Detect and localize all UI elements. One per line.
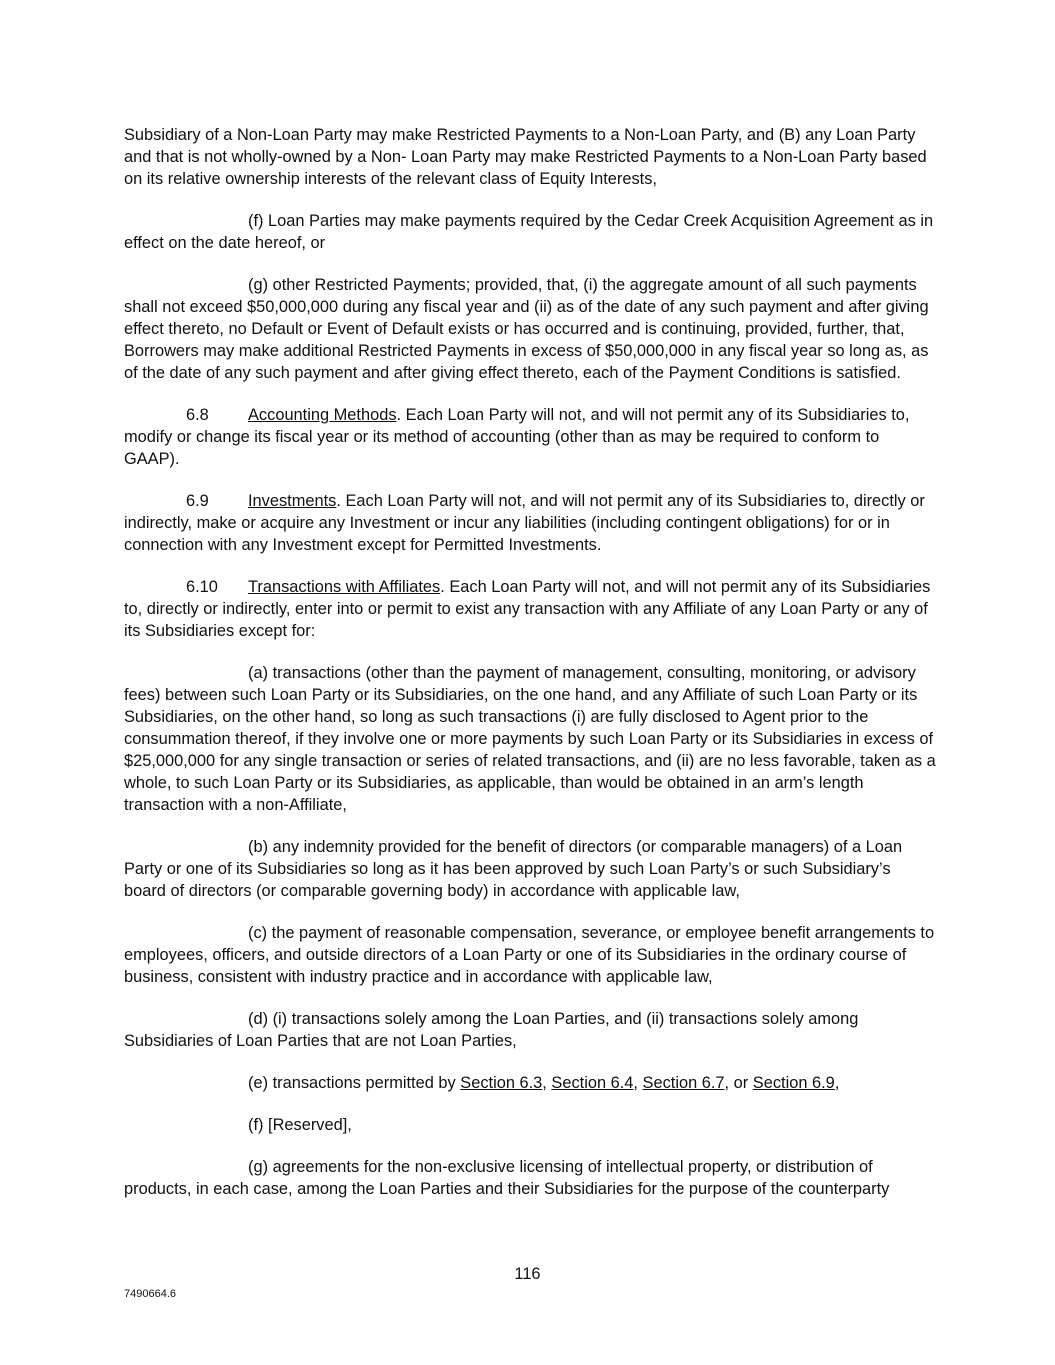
section-title: Accounting Methods [248, 406, 397, 424]
clause-f-payments: (f) Loan Parties may make payments required by the Cedar Creek Acquisition Agreement as in effect on the date hereof, or [124, 212, 934, 252]
section-number: 6.9 [186, 492, 209, 510]
section-number: 6.10 [186, 578, 218, 596]
section-text: . Each Loan Party will not, and will not permit any of its Subsidiaries to, directly or indirectly, enter into or permit to exist any transaction with any Affiliate of any Loan Party or any of its Subsidiaries except for: [124, 578, 931, 640]
clause-a: (a) transactions (other than the payment of management, consulting, monitoring, or advisory fees) between such Loan Party or its Subsidiaries, on the one hand, and any Affiliate of such Loan Party or its Subsidiaries, on the other hand, so long as such transactions (i) are fully disclosed to Agent prior to the consummation thereof, if they involve one or more payments by such Loan Party or its Subsidiaries in excess of $25,000,000 for any single transaction or series of related transactions, and (ii) are no less favorable, taken as a whole, to such Loan Party or its Subsidiaries, as applicable, than would be obtained in an arm’s length transaction with a non-Affiliate, [124, 664, 936, 814]
section-6-9 [124, 490, 936, 556]
page-number: 116 [514, 1265, 541, 1283]
section-6-8 [124, 404, 936, 470]
section-number: 6.8 [186, 406, 209, 424]
clause-f-reserved: (f) [Reserved], [248, 1116, 352, 1134]
section-6-10 [124, 576, 936, 642]
section-ref-link[interactable]: Section 6.4 [551, 1074, 634, 1092]
separator: , or [724, 1074, 753, 1092]
clause-b: (b) any indemnity provided for the benefit of directors (or comparable managers) of a Loan Party or one of its Subsidiaries so long as it has been approved by such Loan Party’s or such Subsidiary’s board of directors (or comparable governing body) in accordance with applicable law, [124, 838, 903, 900]
section-ref-link[interactable]: Section 6.3 [460, 1074, 543, 1092]
clause-g-restricted-payments: (g) other Restricted Payments; provided, that, (i) the aggregate amount of all such payments shall not exceed $50,000,000 during any fiscal year and (ii) as of the date of any such payment and after giving effect thereto, no Default or Event of Default exists or has occurred and is continuing, provided, further, that, Borrowers may make additional Restricted Payments in excess of $50,000,000 in any fiscal year so long as, as of the date of any such payment and after giving effect thereto, each of the Payment Conditions is satisfied. [124, 276, 929, 382]
clause-e [124, 1072, 936, 1094]
clause-c: (c) the payment of reasonable compensation, severance, or employee benefit arrangements to employees, officers, and outside directors of a Loan Party or one of its Subsidiaries in the ordinary course of business, consistent with industry practice and in accordance with applicable law, [124, 924, 935, 986]
paragraph-continuation: Subsidiary of a Non-Loan Party may make Restricted Payments to a Non-Loan Party, and (B) any Loan Party and that is not wholly-owned by a Non- Loan Party may make Restricted Payments to a Non-Loan Party based on its relative ownership interests of the relevant class of Equity Interests, [124, 126, 927, 188]
separator: , [633, 1074, 643, 1092]
section-ref-link[interactable]: Section 6.7 [642, 1074, 725, 1092]
section-text: . Each Loan Party will not, and will not permit any of its Subsidiaries to, modify or change its fiscal year or its method of accounting (other than as may be required to conform to GAAP). [124, 406, 910, 468]
document-id: 7490664.6 [124, 1288, 176, 1300]
separator: , [542, 1074, 552, 1092]
section-text: . Each Loan Party will not, and will not permit any of its Subsidiaries to, directly or indirectly, make or acquire any Investment or incur any liabilities (including contingent obligations) for or in connection with any Investment except for Permitted Investments. [124, 492, 925, 554]
clause-d: (d) (i) transactions solely among the Loan Parties, and (ii) transactions solely among Subsidiaries of Loan Parties that are not Loan Parties, [124, 1010, 859, 1050]
section-ref-link[interactable]: Section 6.9 [752, 1074, 835, 1092]
document-body [124, 124, 936, 1220]
section-title: Transactions with Affiliates [248, 578, 441, 596]
clause-e-prefix: (e) transactions permitted by [248, 1074, 461, 1092]
section-title: Investments [248, 492, 337, 510]
clause-e-suffix: , [834, 1074, 840, 1092]
clause-g-licensing: (g) agreements for the non-exclusive licensing of intellectual property, or distribution of products, in each case, among the Loan Parties and their Subsidiaries for the purpose of the counterparty [124, 1158, 890, 1198]
